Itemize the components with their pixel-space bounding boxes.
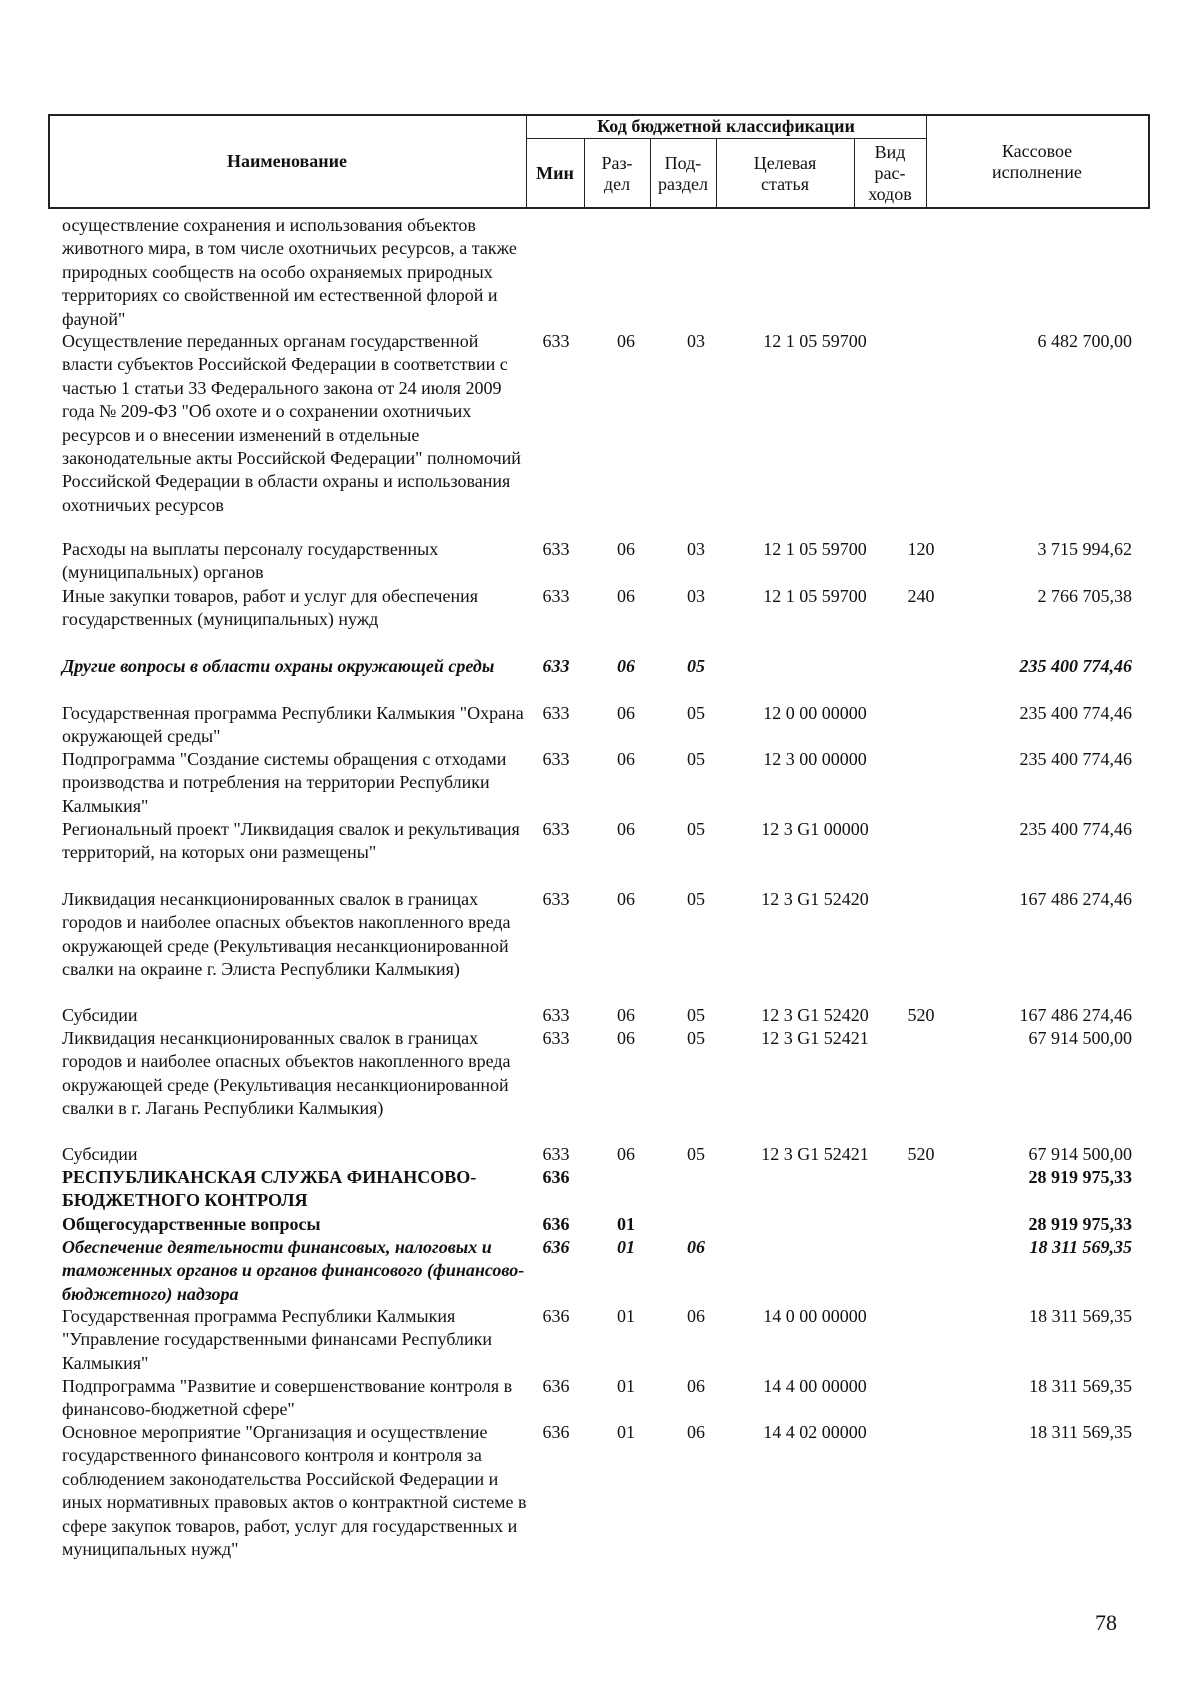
cell-name: Расходы на выплаты персоналу государственных (муниципальных) органов — [62, 539, 439, 583]
cell-name: Подпрограмма "Создание системы обращения с отходами производства и потребления на территории Республики Калмыкия" — [62, 749, 507, 816]
table-header — [48, 114, 1150, 209]
cell-celevaya: 12 1 05 59700 — [763, 539, 867, 559]
cell-razdel: 06 — [617, 539, 635, 559]
cell-sum: 235 400 774,46 — [1019, 819, 1132, 839]
cell-razdel: 01 — [617, 1376, 635, 1396]
cell-sum: 167 486 274,46 — [1019, 889, 1132, 909]
cell-min: 633 — [542, 819, 570, 839]
cell-sum: 28 919 975,33 — [1028, 1214, 1132, 1234]
cell-min: 636 — [542, 1306, 570, 1326]
cell-podrazdel: 03 — [687, 331, 705, 351]
cell-podrazdel: 03 — [687, 586, 705, 606]
cell-razdel: 06 — [617, 889, 635, 909]
cell-podrazdel: 05 — [687, 819, 705, 839]
cell-min: 636 — [542, 1376, 570, 1396]
cell-razdel: 06 — [617, 1144, 635, 1164]
cell-name: Субсидии — [62, 1005, 138, 1025]
cell-sum: 2 766 705,38 — [1037, 586, 1132, 606]
cell-sum: 235 400 774,46 — [1019, 656, 1132, 676]
cell-razdel: 01 — [617, 1422, 635, 1442]
header-kassovoe: Кассовое исполнение — [992, 140, 1082, 182]
cell-sum: 6 482 700,00 — [1037, 331, 1132, 351]
cell-sum: 235 400 774,46 — [1019, 703, 1132, 723]
cell-sum: 18 311 569,35 — [1029, 1237, 1132, 1257]
cell-min: 633 — [542, 1028, 570, 1048]
cell-celevaya: 12 3 G1 00000 — [761, 819, 869, 839]
cell-name: Общегосударственные вопросы — [62, 1214, 321, 1234]
cell-min: 633 — [542, 703, 570, 723]
cell-vid: 120 — [907, 539, 935, 559]
cell-podrazdel: 05 — [687, 656, 705, 676]
cell-razdel: 01 — [617, 1214, 635, 1234]
cell-podrazdel: 05 — [687, 1144, 705, 1164]
cell-name: Государственная программа Республики Калмыкия "Охрана окружающей среды" — [62, 703, 524, 747]
cell-min: 636 — [542, 1237, 570, 1257]
cell-min: 633 — [542, 1144, 570, 1164]
header-razdel: Раз- дел — [601, 152, 633, 194]
cell-name: Обеспечение деятельности финансовых, налоговых и таможенных органов и органов финансового (финансово-бюджетного) надзора — [62, 1237, 525, 1304]
cell-razdel: 06 — [617, 749, 635, 769]
cell-name: Региональный проект "Ликвидация свалок и рекультивация территорий, на которых они размещены" — [62, 819, 520, 863]
cell-podrazdel: 05 — [687, 703, 705, 723]
cell-sum: 235 400 774,46 — [1019, 749, 1132, 769]
cell-min: 633 — [542, 331, 570, 351]
cell-sum: 167 486 274,46 — [1019, 1005, 1132, 1025]
cell-name: осуществление сохранения и использования объектов животного мира, в том числе охотничьих ресурсов, а также природных сообществ на особо охраняемых природных территориях со свойственной им естественной флорой и фауной" — [62, 215, 517, 329]
cell-razdel: 06 — [617, 1005, 635, 1025]
cell-vid: 520 — [907, 1005, 935, 1025]
cell-celevaya: 12 3 G1 52420 — [761, 1005, 869, 1025]
cell-sum: 18 311 569,35 — [1029, 1306, 1132, 1326]
page-number: 78 — [1095, 1610, 1117, 1635]
cell-razdel: 06 — [617, 703, 635, 723]
cell-podrazdel: 05 — [687, 1005, 705, 1025]
cell-vid: 520 — [907, 1144, 935, 1164]
cell-min: 636 — [542, 1214, 570, 1234]
cell-podrazdel: 06 — [687, 1237, 705, 1257]
cell-name: Ликвидация несанкционированных свалок в границах городов и наиболее опасных объектов накопленного вреда окружающей среде (Рекультивация несанкционированной свалки в г. Лагань Республики Калмыкия) — [62, 1028, 511, 1119]
cell-podrazdel: 06 — [687, 1376, 705, 1396]
header-name: Наименование — [227, 151, 347, 171]
cell-name: Другие вопросы в области охраны окружающей среды — [62, 656, 495, 676]
cell-podrazdel: 05 — [687, 889, 705, 909]
header-podrazdel: Под- раздел — [658, 152, 708, 194]
cell-min: 633 — [542, 656, 570, 676]
cell-razdel: 06 — [617, 656, 635, 676]
cell-name: Субсидии — [62, 1144, 138, 1164]
cell-name: Иные закупки товаров, работ и услуг для обеспечения государственных (муниципальных) нужд — [62, 586, 478, 630]
header-vid: Вид рас- ходов — [868, 142, 912, 204]
cell-celevaya: 12 3 00 00000 — [763, 749, 867, 769]
header-kbk: Код бюджетной классификации — [597, 115, 855, 136]
cell-celevaya: 14 4 02 00000 — [763, 1422, 867, 1442]
cell-sum: 18 311 569,35 — [1029, 1422, 1132, 1442]
cell-podrazdel: 05 — [687, 1028, 705, 1048]
cell-min: 636 — [542, 1167, 570, 1187]
cell-celevaya: 14 4 00 00000 — [763, 1376, 867, 1396]
cell-name: Подпрограмма "Развитие и совершенствование контроля в финансово-бюджетной сфере" — [62, 1376, 513, 1420]
cell-podrazdel: 06 — [687, 1306, 705, 1326]
cell-sum: 67 914 500,00 — [1028, 1144, 1132, 1164]
cell-min: 633 — [542, 1005, 570, 1025]
header-celevaya: Целевая статья — [753, 152, 817, 194]
cell-vid: 240 — [907, 586, 935, 606]
cell-min: 633 — [542, 586, 570, 606]
cell-celevaya: 12 3 G1 52421 — [761, 1144, 869, 1164]
cell-razdel: 01 — [617, 1306, 635, 1326]
cell-razdel: 06 — [617, 819, 635, 839]
cell-razdel: 06 — [617, 586, 635, 606]
cell-min: 633 — [542, 539, 570, 559]
cell-razdel: 06 — [617, 1028, 635, 1048]
header-min: Мин — [536, 163, 574, 183]
cell-celevaya: 12 3 G1 52420 — [761, 889, 869, 909]
cell-sum: 67 914 500,00 — [1028, 1028, 1132, 1048]
cell-min: 633 — [542, 749, 570, 769]
cell-sum: 28 919 975,33 — [1028, 1167, 1132, 1187]
cell-podrazdel: 05 — [687, 749, 705, 769]
cell-celevaya: 12 1 05 59700 — [763, 331, 867, 351]
cell-min: 636 — [542, 1422, 570, 1442]
cell-razdel: 06 — [617, 331, 635, 351]
cell-celevaya: 12 0 00 00000 — [763, 703, 867, 723]
cell-name: Государственная программа Республики Калмыкия "Управление государственными финансами Республики Калмыкия" — [62, 1306, 492, 1373]
cell-min: 633 — [542, 889, 570, 909]
cell-sum: 18 311 569,35 — [1029, 1376, 1132, 1396]
cell-name: Основное мероприятие "Организация и осуществление государственного финансового контроля и контроля за соблюдением законодательства Российской Федерации и иных нормативных правовых актов о контрактной системе в сфере закупок товаров, работ, услуг для государственных и муниципальных нужд" — [62, 1422, 527, 1560]
cell-name: РЕСПУБЛИКАНСКАЯ СЛУЖБА ФИНАНСОВО-БЮДЖЕТНОГО КОНТРОЛЯ — [62, 1167, 477, 1211]
cell-celevaya: 12 1 05 59700 — [763, 586, 867, 606]
cell-celevaya: 14 0 00 00000 — [763, 1306, 867, 1326]
cell-razdel: 01 — [617, 1237, 635, 1257]
cell-name: Ликвидация несанкционированных свалок в границах городов и наиболее опасных объектов накопленного вреда окружающей среде (Рекультивация несанкционированной свалки на окраине г. Элиста Республики Калмыкия) — [62, 889, 511, 980]
cell-name: Осуществление переданных органам государственной власти субъектов Российской Федерации в соответствии с частью 1 статьи 33 Федерального закона от 24 июля 2009 года № 209-ФЗ "Об охоте и о сохранении охотничьих ресурсов и о внесении изменений в отдельные законодательные акты Российской Федерации" полномочий Российской Федерации в области охраны и использования охотничьих ресурсов — [62, 331, 521, 515]
cell-sum: 3 715 994,62 — [1037, 539, 1132, 559]
cell-podrazdel: 03 — [687, 539, 705, 559]
cell-podrazdel: 06 — [687, 1422, 705, 1442]
cell-celevaya: 12 3 G1 52421 — [761, 1028, 869, 1048]
